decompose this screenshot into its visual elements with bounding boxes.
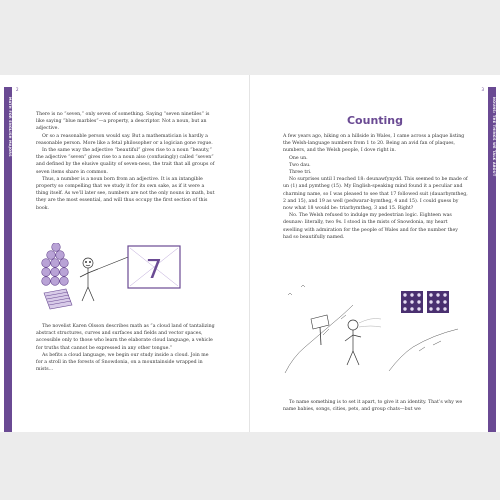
- right-page-number: 3: [481, 87, 484, 92]
- left-side-tab: [4, 87, 12, 432]
- paragraph: Or so a reasonable person would say. But a mathematician is hardly a reasonable person. More like a fetal philosopher or a logician gone rogue.: [36, 133, 213, 146]
- chapter-heading: Counting: [346, 114, 404, 127]
- count-line: One un.: [289, 155, 308, 161]
- paragraph: In the same way the adjective “beautiful” gives rise to a noun “beauty,” the adjective “seven” gives rise to a noun also (confusingly) called “seven” and defined by the elusive quality of seven-ness, the trait that all groups of seven items share in common.: [36, 148, 215, 175]
- paragraph: There is no “seven,” only seven of something. Saying “seven ninetiles” is like saying “blue marbles”—a property, a descriptor. Not a noun, but an adjective.: [36, 112, 210, 132]
- paragraph: No. The Welsh refused to indulge my pedestrian logic. Eighteen was deunaw: literally, two 9s. I stood in the mists of Snowdonia, my heart swelling with admiration for the people of Wales and for the number they had so beautifully named.: [283, 213, 458, 240]
- left-body-top: [36, 111, 216, 212]
- paragraph: A few years ago, hiking on a hillside in Wales, I came across a plaque listing the Welsh-language numbers from 1 to 20. Being an avid fan of plaques, numbers, and the Welsh people, I dove right in.: [283, 134, 465, 154]
- stick-figure-with-seven-illustration: [36, 243, 216, 313]
- right-side-tab-label: NOUNS: THE THINGS WE TALK ABOUT: [492, 97, 496, 177]
- paragraph: As befits a cloud language, we begin our study inside a cloud. Join me for a stroll in the forests of Snowdonia, on a mountainside wrapped in mists…: [36, 352, 209, 373]
- paragraph: No surprises until I reached 18: deunawfynydd. This seemed to be made of un (1) and pymtheg (15). My English-speaking mind found it a peculiar and charming name, so I was pleased to see that 17 followed suit (dauarbymtheg, 2 and 15), and 19 as well (pedwarar-bymtheg, 4 and 15). I could guess by now what 18 would be: triarbymtheg, 3 and 15. Right?: [283, 177, 468, 212]
- left-page: [0, 75, 250, 432]
- paragraph: The novelist Karen Olsson describes math as “a cloud land of tantalizing abstract structures, curves and surfaces and fields and vector spaces, accessible only to those who learn the elaborate cloud language, a vehicle for truths that cannot be expressed in any other tongue.”: [36, 324, 215, 351]
- left-body-bottom: [36, 323, 216, 373]
- right-page: [250, 75, 500, 432]
- right-side-tab: [488, 87, 496, 432]
- left-side-tab-label: MATH FOR ENGLISH MAJORS: [8, 97, 12, 157]
- paragraph: To name something is to set it apart, to give it an identity. That’s why we name babies, songs, cities, pets, and group chats—but we: [283, 400, 463, 413]
- book-spread: [0, 75, 500, 432]
- count-line: Three tri.: [289, 170, 312, 176]
- mountain-plaque-illustration: [283, 275, 468, 385]
- right-body-top: [283, 133, 468, 241]
- left-page-number: 2: [16, 87, 19, 92]
- figure-number-seven: 7: [145, 255, 163, 285]
- paragraph: Thus, a number is a noun born from an adjective. It is an intangible property so compelling that we study it for its own sake, as if it were a thing itself. As we’ll later see, numbers are not the only nouns in math, but they are the most essential, and will thus occupy the first section of this book.: [36, 176, 215, 211]
- right-body-bottom: [283, 399, 468, 413]
- count-line: Two dau.: [289, 162, 311, 168]
